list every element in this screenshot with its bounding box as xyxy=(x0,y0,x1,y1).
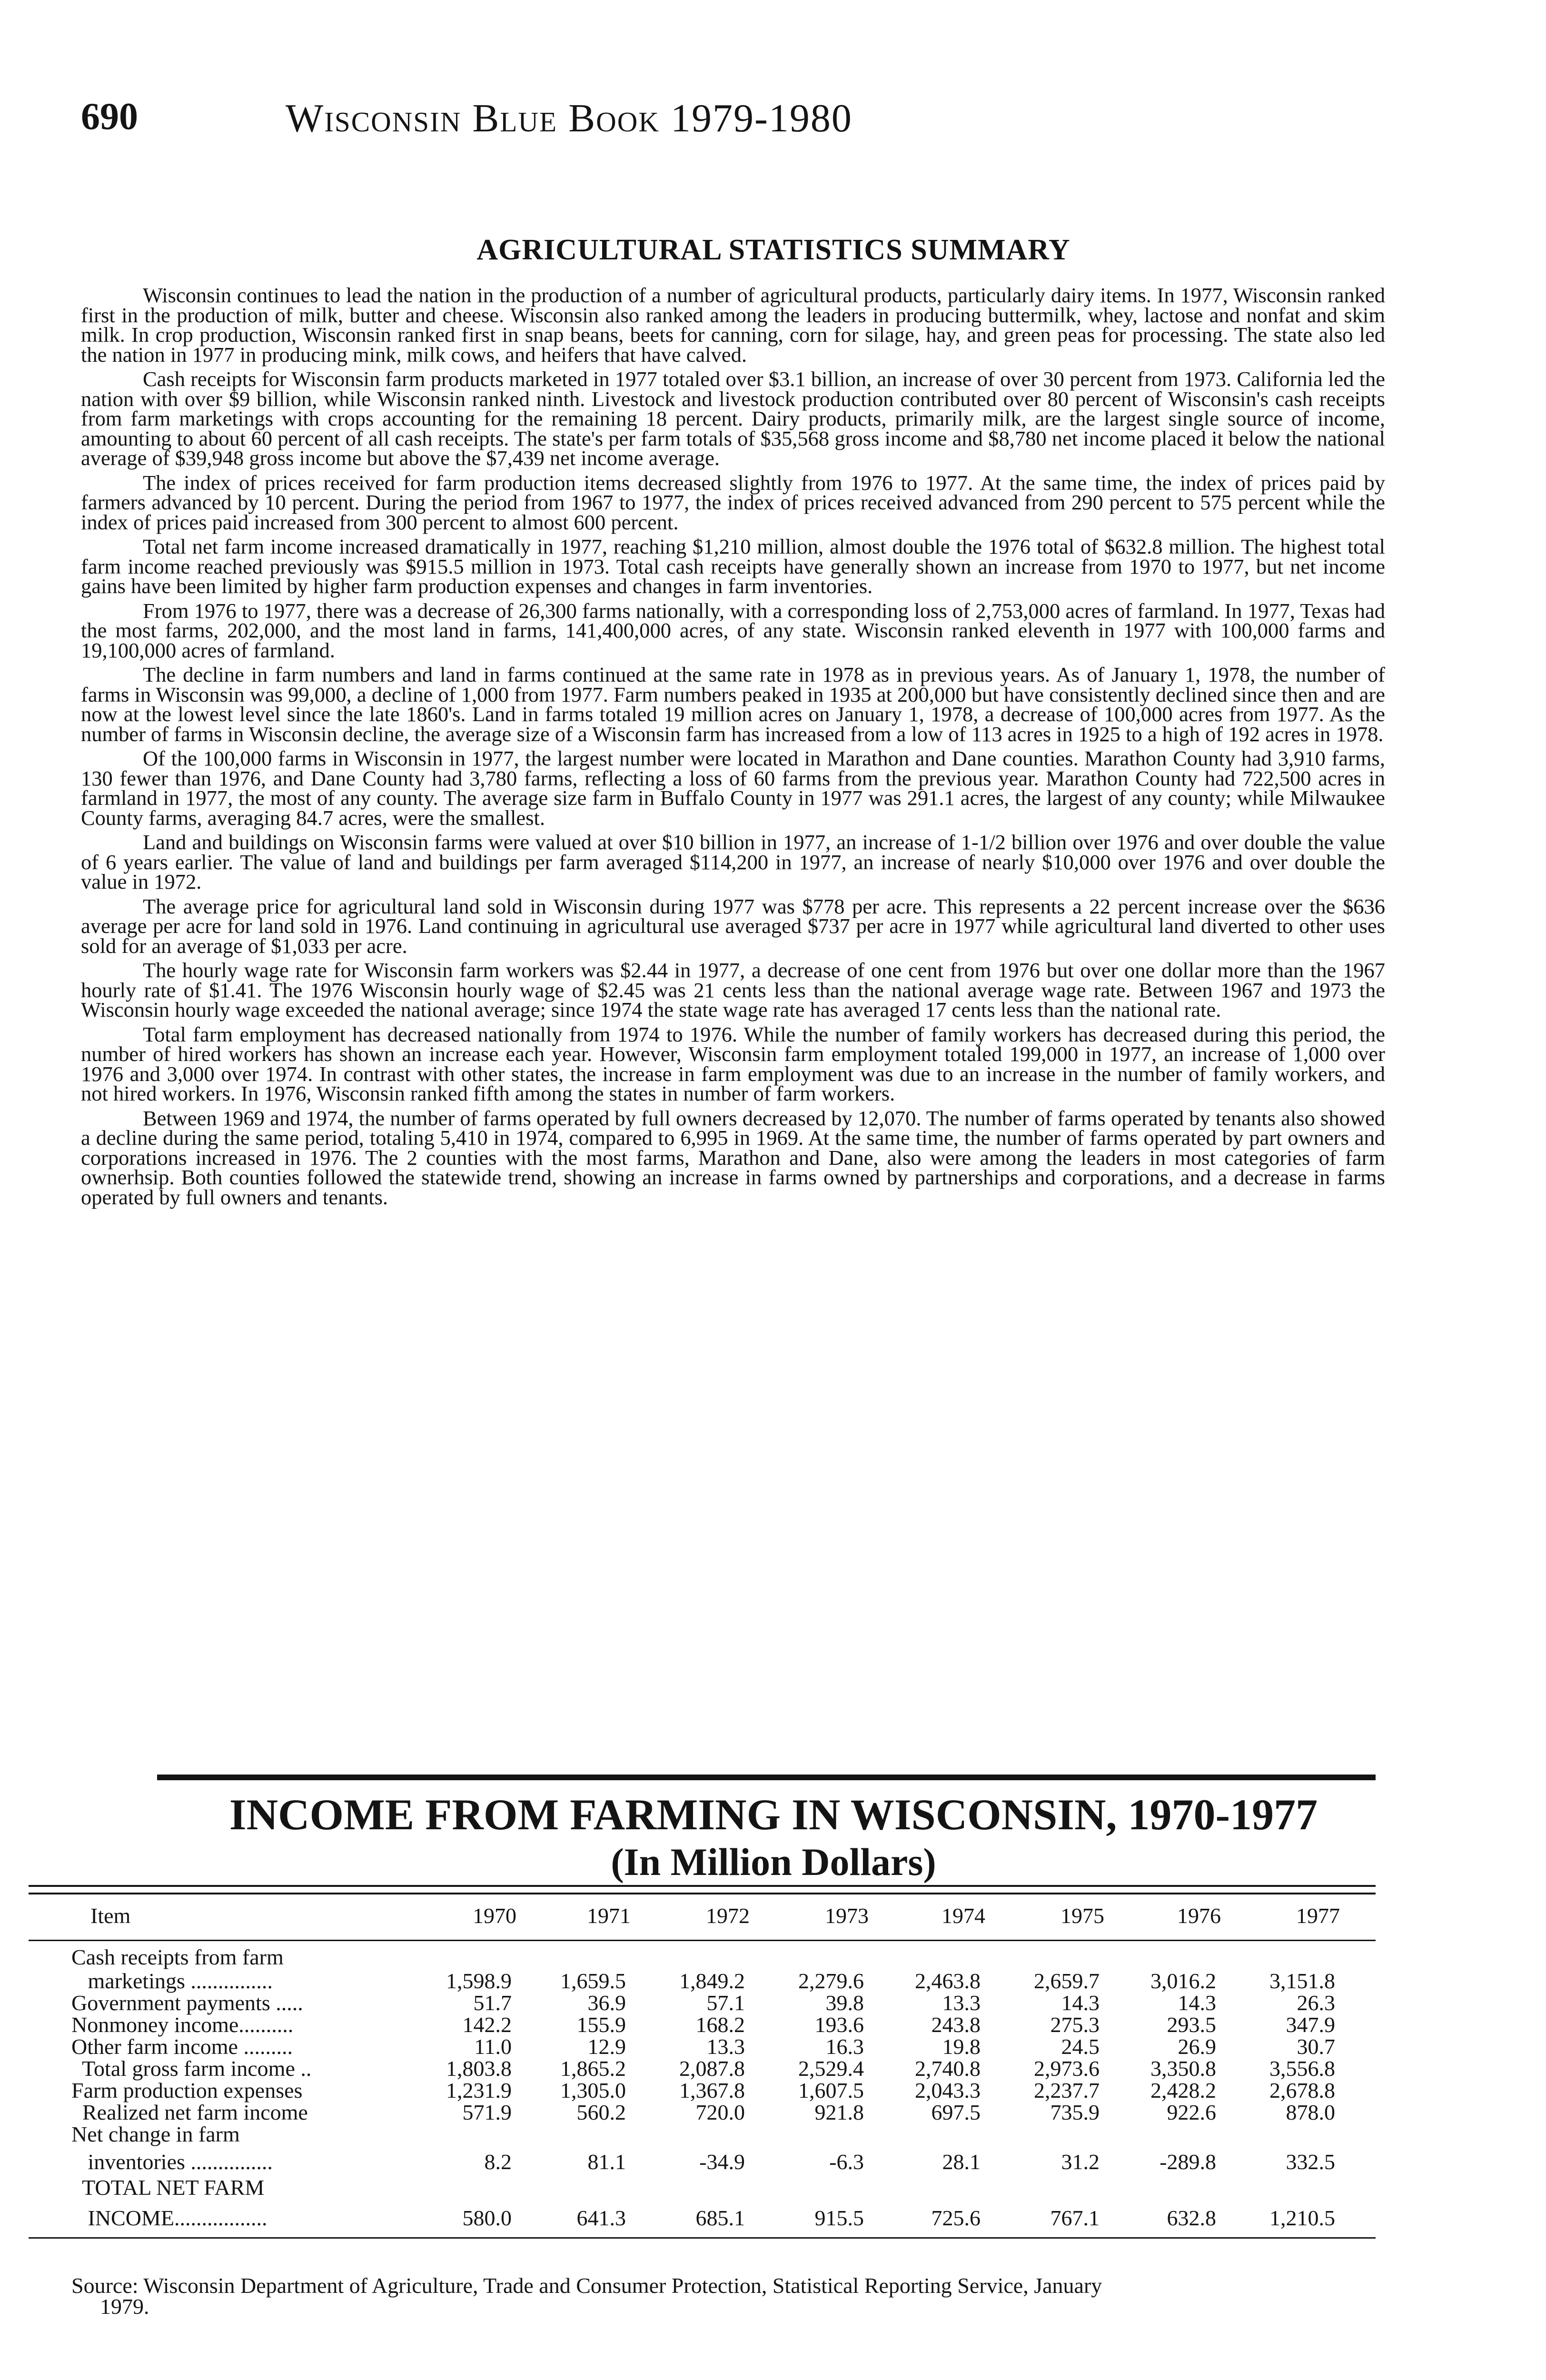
table-row xyxy=(71,2078,1399,2102)
table-cell: 13.3 xyxy=(942,1991,981,2015)
table-cell: 560.2 xyxy=(576,2100,626,2124)
table-row xyxy=(71,1944,1399,1969)
table-cell: 2,973.6 xyxy=(1034,2056,1100,2081)
table-cell: 1,231.9 xyxy=(446,2078,512,2102)
table-cell: 243.8 xyxy=(931,2013,981,2037)
paragraph: Total net farm income increased dramatically in 1977, reaching $1,210 million, almost double the 1976 total of $632.8 million. The highest total farm income reached previously was $915.5 million in 1973. Total cash receipts have generally shown an increase from 1970 to 1977, but net income gains have been limited by higher farm production expenses and changes in farm inventories. xyxy=(81,535,1385,598)
table-cell: -6.3 xyxy=(829,2150,864,2174)
table-cell: 30.7 xyxy=(1297,2034,1335,2059)
paragraph: The index of prices received for farm production items decreased slightly from 1976 to 1977. At the same time, the index of prices paid by farmers advanced by 10 percent. During the period from 1967 to 1977, the index of prices received advanced from 290 percent to 575 percent while the index of prices paid increased from 300 percent to almost 600 percent. xyxy=(81,470,1385,534)
table-cell: 26.3 xyxy=(1297,1991,1335,2015)
paragraph: From 1976 to 1977, there was a decrease of 26,300 farms nationally, with a corresponding loss of 2,753,000 acres of farmland. In 1977, Texas had the most farms, 202,000, and the most land in farms, 141,400,000 acres, of any state. Wisconsin ranked eleventh in 1977 with 100,000 farms and 19,100,000 acres of farmland. xyxy=(81,598,1385,662)
table-cell: 39.8 xyxy=(825,1991,864,2015)
table-cell: 1,305.0 xyxy=(560,2078,626,2102)
table-cell: 51.7 xyxy=(473,1991,512,2015)
table-cell: 12.9 xyxy=(587,2034,626,2059)
table-cell: 922.6 xyxy=(1167,2100,1216,2124)
table-cell: 632.8 xyxy=(1167,2206,1216,2230)
table-cell: 332.5 xyxy=(1286,2150,1335,2174)
table-cell: 1,849.2 xyxy=(679,1969,745,1993)
table-cell: -34.9 xyxy=(699,2150,745,2174)
table-cell: 685.1 xyxy=(695,2206,745,2230)
paragraph: Land and buildings on Wisconsin farms were valued at over $10 billion in 1977, an increase of 1-1/2 billion over 1976 and over double the value of 6 years earlier. The value of land and buildings per farm averaged $114,200 in 1977, an increase of nearly $10,000 over 1976 and over double the value in 1972. xyxy=(81,830,1385,893)
paragraph: Cash receipts for Wisconsin farm products marketed in 1977 totaled over $3.1 billion, an increase of over 30 percent from 1973. California led the nation with over $9 billion, while Wisconsin ranked ninth. Livestock and livestock production contributed over 80 percent of Wisconsin's cash receipts from farm marketings with crops accounting for the remaining 18 percent. Dairy products, primarily milk, are the largest single source of income, amounting to about 60 percent of all cash receipts. The state's per farm totals of $35,568 gross income and $8,780 net income placed it below the national average of $39,948 gross income but above the $7,439 net income average. xyxy=(81,367,1385,470)
table-cell: 641.3 xyxy=(576,2206,626,2230)
column-header-year: 1970 xyxy=(473,1904,516,1928)
row-label: Total gross farm income .. xyxy=(71,2056,312,2081)
table-cell: 2,043.3 xyxy=(915,2078,981,2102)
table-cell: 26.9 xyxy=(1178,2034,1216,2059)
table-cell: 2,529.4 xyxy=(798,2056,864,2081)
paragraph: Wisconsin continues to lead the nation in the production of a number of agricultural products, particularly dairy items. In 1977, Wisconsin ranked first in the production of milk, butter and cheese. Wisconsin also ranked among the leaders in producing buttermilk, whey, lactose and nonfat and skim milk. In crop production, Wisconsin ranked first in snap beans, beets for canning, corn for silage, hay, and green peas for processing. The state also led the nation in 1977 in producing mink, milk cows, and heifers that have calved. xyxy=(81,283,1385,367)
table-cell: 2,659.7 xyxy=(1034,1969,1100,1993)
table-cell: 2,279.6 xyxy=(798,1969,864,1993)
table-cell: 571.9 xyxy=(462,2100,512,2124)
row-label: Cash receipts from farm xyxy=(71,1945,284,1969)
table-cell: 19.8 xyxy=(942,2034,981,2059)
table-rule xyxy=(29,1885,1376,1887)
table-cell: 2,463.8 xyxy=(915,1969,981,1993)
table-cell: 697.5 xyxy=(931,2100,981,2124)
paragraph: The decline in farm numbers and land in farms continued at the same rate in 1978 as in previous years. As of January 1, 1978, the number of farms in Wisconsin was 99,000, a decline of 1,000 from 1977. Farm numbers peaked in 1935 at 200,000 but have consistently declined since then and are now at the lowest level since the late 1860's. Land in farms totaled 19 million acres on January 1, 1978, a decrease of 100,000 acres from 1977. As the number of farms in Wisconsin decline, the average size of a Wisconsin farm has increased from a low of 113 acres in 1925 to a high of 192 acres in 1978. xyxy=(81,663,1385,746)
table-cell: 580.0 xyxy=(462,2206,512,2230)
table-row xyxy=(71,2175,1399,2200)
table-cell: 24.5 xyxy=(1061,2034,1100,2059)
table-subtitle: (In Million Dollars) xyxy=(611,1840,936,1884)
table-cell: 3,350.8 xyxy=(1150,2056,1216,2081)
source-line: 1979. xyxy=(100,2294,149,2319)
table-cell: 3,151.8 xyxy=(1269,1969,1335,1993)
row-label: Realized net farm income xyxy=(71,2100,308,2124)
table-cell: 11.0 xyxy=(474,2034,512,2059)
table-cell: 915.5 xyxy=(814,2206,864,2230)
table-header-rule xyxy=(29,1940,1376,1941)
table-title: INCOME FROM FARMING IN WISCONSIN, 1970-1977 xyxy=(229,1790,1318,1839)
summary-body xyxy=(81,283,1385,1212)
row-label: Net change in farm xyxy=(71,2122,240,2146)
table-cell: 725.6 xyxy=(931,2206,981,2230)
table-row xyxy=(71,2149,1399,2174)
table-cell: 3,016.2 xyxy=(1150,1969,1216,1993)
table-cell: 3,556.8 xyxy=(1269,2056,1335,2081)
table-cell: 57.1 xyxy=(706,1991,745,2015)
table-row xyxy=(71,1968,1399,1993)
table-cell: 275.3 xyxy=(1050,2013,1100,2037)
table-cell: 31.2 xyxy=(1061,2150,1100,2174)
row-label: inventories ............... xyxy=(71,2150,273,2174)
column-header-year: 1976 xyxy=(1177,1904,1221,1928)
table-row xyxy=(71,2034,1399,2059)
table-cell: 81.1 xyxy=(587,2150,626,2174)
table-cell: 720.0 xyxy=(695,2100,745,2124)
table-cell: 767.1 xyxy=(1050,2206,1100,2230)
table-cell: 1,659.5 xyxy=(560,1969,626,1993)
table-cell: 16.3 xyxy=(825,2034,864,2059)
table-cell: 28.1 xyxy=(942,2150,981,2174)
table-cell: 193.6 xyxy=(814,2013,864,2037)
source-note xyxy=(71,2275,1380,2317)
table-cell: 1,598.9 xyxy=(446,1969,512,1993)
table-cell: 2,678.8 xyxy=(1269,2078,1335,2102)
summary-title: AGRICULTURAL STATISTICS SUMMARY xyxy=(476,234,1070,266)
table-cell: 2,087.8 xyxy=(679,2056,745,2081)
row-label: TOTAL NET FARM xyxy=(71,2175,265,2200)
row-label: Farm production expenses xyxy=(71,2078,303,2102)
page-number: 690 xyxy=(81,96,138,138)
paragraph: Total farm employment has decreased nationally from 1974 to 1976. While the number of family workers has decreased during this period, the number of hired workers has shown an increase each year. However, Wisconsin farm employment totaled 199,000 in 1977, an increase of 1,000 over 1976 and 3,000 over 1974. In contrast with other states, the increase in farm employment was due to an increase in the number of family workers, and not hired workers. In 1976, Wisconsin ranked fifth among the states in number of farm workers. xyxy=(81,1022,1385,1105)
paragraph: The average price for agricultural land sold in Wisconsin during 1977 was $778 per acre. This represents a 22 percent increase over the $636 average per acre for land sold in 1976. Land continuing in agricultural use averaged $737 per acre in 1977 while agricultural land diverted to other uses sold for an average of $1,033 per acre. xyxy=(81,894,1385,958)
paragraph: Of the 100,000 farms in Wisconsin in 1977, the largest number were located in Marathon and Dane counties. Marathon County had 3,910 farms, 130 fewer than 1976, and Dane County had 3,780 farms, reflecting a loss of 60 farms from the previous year. Marathon County had 722,500 acres in farmland in 1977, the most of any county. The average size farm in Buffalo County in 1977 was 291.1 acres, the largest of any county; while Milwaukee County farms, averaging 84.7 acres, were the smallest. xyxy=(81,746,1385,830)
table-cell: 347.9 xyxy=(1286,2013,1335,2037)
table-cell: 14.3 xyxy=(1178,1991,1216,2015)
table-cell: 1,367.8 xyxy=(679,2078,745,2102)
column-header-year: 1974 xyxy=(941,1904,985,1928)
paragraph: The hourly wage rate for Wisconsin farm workers was $2.44 in 1977, a decrease of one cent from 1976 but over one dollar more than the 1967 hourly rate of $1.41. The 1976 Wisconsin hourly wage of $2.45 was 21 cents less than the national average wage rate. Between 1967 and 1973 the Wisconsin hourly wage exceeded the national average; since 1974 the state wage rate has averaged 17 cents less than the national rate. xyxy=(81,958,1385,1021)
table-cell: 2,428.2 xyxy=(1150,2078,1216,2102)
table-bottom-rule xyxy=(29,2237,1376,2239)
table-cell: 14.3 xyxy=(1061,1991,1100,2015)
table-cell: 293.5 xyxy=(1167,2013,1216,2037)
table-top-rule xyxy=(157,1775,1376,1780)
table-cell: 155.9 xyxy=(576,2013,626,2037)
column-header-year: 1975 xyxy=(1060,1904,1104,1928)
row-label: INCOME................. xyxy=(71,2206,268,2230)
paragraph: Between 1969 and 1974, the number of farms operated by full owners decreased by 12,070. The number of farms operated by tenants also showed a decline during the same period, totaling 5,410 in 1974, compared to 6,995 in 1969. At the same time, the number of farms operated by part owners and corporations increased in 1976. The 2 counties with the most farms, Marathon and Dane, also were among the leaders in most categories of farm ownerhsip. Both counties followed the statewide trend, showing an increase in farms owned by partnerships and corporations, and a decrease in farms operated by full owners and tenants. xyxy=(81,1106,1385,1209)
table-cell: 921.8 xyxy=(814,2100,864,2124)
running-title: Wisconsin Blue Book 1979-1980 xyxy=(286,96,852,140)
table-cell: 878.0 xyxy=(1286,2100,1335,2124)
row-label: Nonmoney income.......... xyxy=(71,2013,294,2037)
column-header-year: 1972 xyxy=(706,1904,750,1928)
table-cell: 2,740.8 xyxy=(915,2056,981,2081)
table-cell: 168.2 xyxy=(695,2013,745,2037)
table-rule xyxy=(29,1893,1376,1894)
table-cell: 735.9 xyxy=(1050,2100,1100,2124)
table-cell: 142.2 xyxy=(462,2013,512,2037)
table-row xyxy=(71,2056,1399,2081)
row-label: Government payments ..... xyxy=(71,1991,303,2015)
column-header-item: Item xyxy=(90,1904,131,1928)
table-row xyxy=(71,1990,1399,2015)
row-label: Other farm income ......... xyxy=(71,2034,293,2059)
table-cell: 1,865.2 xyxy=(560,2056,626,2081)
table-cell: 1,607.5 xyxy=(798,2078,864,2102)
table-row xyxy=(71,2012,1399,2037)
column-header-year: 1973 xyxy=(825,1904,869,1928)
table-row xyxy=(71,2122,1399,2146)
table-cell: 1,210.5 xyxy=(1269,2206,1335,2230)
source-line: Source: Wisconsin Department of Agriculture, Trade and Consumer Protection, Statistical Reporting Service, January xyxy=(71,2273,1102,2298)
table-cell: 1,803.8 xyxy=(446,2056,512,2081)
table-cell: 13.3 xyxy=(706,2034,745,2059)
column-header-year: 1971 xyxy=(587,1904,631,1928)
table-cell: -289.8 xyxy=(1160,2150,1216,2174)
table-cell: 2,237.7 xyxy=(1034,2078,1100,2102)
table-row xyxy=(71,2100,1399,2124)
table-row xyxy=(71,2205,1399,2230)
table-cell: 36.9 xyxy=(587,1991,626,2015)
row-label: marketings ............... xyxy=(71,1969,273,1993)
column-header-year: 1977 xyxy=(1296,1904,1340,1928)
table-cell: 8.2 xyxy=(484,2150,512,2174)
